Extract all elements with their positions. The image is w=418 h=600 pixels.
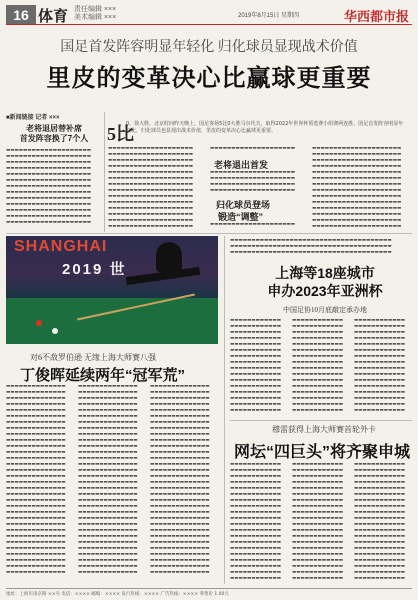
lead-headline: 里皮的变革决心比赢球更重要 (46, 65, 372, 92)
left-column-headline: 老将退居替补席 首发阵容换了7个人 (19, 124, 89, 143)
lead-dropcap: 5比 (107, 124, 134, 144)
asian-cup-headline: 上海等18座城市 申办2023年亚洲杯 (267, 265, 383, 299)
page-header (0, 0, 418, 34)
lead-body-col2a: ▬▬▬▬▬▬▬▬▬▬▬▬▬▬▬▬▬▬▬▬ (210, 146, 296, 151)
tennis-subheadline: 穆雷获得上海大师赛首轮外卡 (272, 425, 376, 434)
lead-paragraph: 0，徐大胜，北京时间昨天晚上，国足客场5比0大胜马尔代夫，取得2022年世界杯预选赛小组赛两连胜。国足首发阵容明显年轻化，归化球员也显现出战术价值，里皮的变革决心比赢球更重要。 (126, 121, 404, 134)
backdrop-logo: SHANGHAI (14, 238, 108, 255)
tennis-headline: 网坛“四巨头”将齐聚申城 (233, 444, 410, 461)
red-ball (36, 320, 42, 326)
asian-cup-body-col1: ▬▬▬▬▬▬▬▬▬▬▬▬ ▬▬▬▬▬▬▬▬▬▬▬▬ ▬▬▬▬▬▬▬▬▬▬▬▬ ▬▬▬▬▬▬▬▬▬▬▬▬ ▬▬▬▬▬▬▬▬▬▬▬▬ ▬▬▬▬▬▬▬▬▬▬▬▬ ▬▬▬▬▬▬▬▬▬▬▬▬ ▬▬▬▬▬▬▬▬▬▬▬▬ ▬▬▬▬▬▬▬▬▬▬▬▬ ▬▬▬▬▬▬▬▬▬▬▬▬ ▬▬▬▬▬▬▬▬▬▬▬▬ ▬▬▬▬▬▬▬▬▬▬▬▬ ▬▬▬▬▬▬▬▬▬▬▬▬ ▬▬▬▬▬▬▬▬▬▬▬▬ ▬▬▬▬▬▬▬▬▬▬▬▬ ▬▬▬▬▬▬▬▬▬▬▬▬ (230, 318, 282, 413)
snooker-subheadline: 对6不敌罗伯逊 无缘上海大师赛八强 (30, 353, 156, 362)
vertical-divider (224, 236, 225, 584)
right-top-body: ▬▬▬▬▬▬▬▬▬▬▬▬▬▬▬▬▬▬▬▬▬▬▬▬▬▬▬▬▬▬▬▬▬▬▬▬▬▬ ▬▬▬▬▬▬▬▬▬▬▬▬▬▬▬▬▬▬▬▬▬▬▬▬▬▬▬▬▬▬▬▬▬▬▬▬▬▬ ▬▬▬▬▬▬▬▬▬▬▬▬▬▬▬▬▬▬▬▬▬▬▬▬▬▬▬▬▬▬▬▬▬▬▬▬▬▬ (230, 238, 392, 255)
cue-ball (52, 328, 58, 334)
left-column-body: ▬▬▬▬▬▬▬▬▬▬▬▬▬▬▬▬▬▬▬▬ ▬▬▬▬▬▬▬▬▬▬▬▬▬▬▬▬▬▬▬▬ ▬▬▬▬▬▬▬▬▬▬▬▬▬▬▬▬▬▬▬▬ ▬▬▬▬▬▬▬▬▬▬▬▬▬▬▬▬▬▬▬▬ ▬▬▬▬▬▬▬▬▬▬▬▬▬▬▬▬▬▬▬▬ ▬▬▬▬▬▬▬▬▬▬▬▬▬▬▬▬▬▬▬▬ ▬▬▬▬▬▬▬▬▬▬▬▬▬▬▬▬▬▬▬▬ ▬▬▬▬▬▬▬▬▬▬▬▬▬▬▬▬▬▬▬▬ ▬▬▬▬▬▬▬▬▬▬▬▬▬▬▬▬▬▬▬▬ ▬▬▬▬▬▬▬▬▬▬▬▬▬▬▬▬▬▬▬▬ ▬▬▬▬▬▬▬▬▬▬▬▬▬▬▬▬▬▬▬▬ ▬▬▬▬▬▬▬▬▬▬▬▬▬▬▬▬▬▬▬▬ ▬▬▬▬▬▬▬▬▬▬▬▬▬▬▬▬▬▬▬▬ (6, 148, 92, 225)
tennis-body-col3: ▬▬▬▬▬▬▬▬▬▬▬▬ ▬▬▬▬▬▬▬▬▬▬▬▬ ▬▬▬▬▬▬▬▬▬▬▬▬ ▬▬▬▬▬▬▬▬▬▬▬▬ ▬▬▬▬▬▬▬▬▬▬▬▬ ▬▬▬▬▬▬▬▬▬▬▬▬ ▬▬▬▬▬▬▬▬▬▬▬▬ ▬▬▬▬▬▬▬▬▬▬▬▬ ▬▬▬▬▬▬▬▬▬▬▬▬ ▬▬▬▬▬▬▬▬▬▬▬▬ ▬▬▬▬▬▬▬▬▬▬▬▬ ▬▬▬▬▬▬▬▬▬▬▬▬ ▬▬▬▬▬▬▬▬▬▬▬▬ ▬▬▬▬▬▬▬▬▬▬▬▬ ▬▬▬▬▬▬▬▬▬▬▬▬ ▬▬▬▬▬▬▬▬▬▬▬▬ ▬▬▬▬▬▬▬▬▬▬▬▬ ▬▬▬▬▬▬▬▬▬▬▬▬ ▬▬▬▬▬▬▬▬▬▬▬▬ ▬▬▬▬▬▬▬▬▬▬▬▬ (354, 462, 406, 581)
tennis-body-col1: ▬▬▬▬▬▬▬▬▬▬▬▬ ▬▬▬▬▬▬▬▬▬▬▬▬ ▬▬▬▬▬▬▬▬▬▬▬▬ ▬▬▬▬▬▬▬▬▬▬▬▬ ▬▬▬▬▬▬▬▬▬▬▬▬ ▬▬▬▬▬▬▬▬▬▬▬▬ ▬▬▬▬▬▬▬▬▬▬▬▬ ▬▬▬▬▬▬▬▬▬▬▬▬ ▬▬▬▬▬▬▬▬▬▬▬▬ ▬▬▬▬▬▬▬▬▬▬▬▬ ▬▬▬▬▬▬▬▬▬▬▬▬ ▬▬▬▬▬▬▬▬▬▬▬▬ ▬▬▬▬▬▬▬▬▬▬▬▬ ▬▬▬▬▬▬▬▬▬▬▬▬ ▬▬▬▬▬▬▬▬▬▬▬▬ ▬▬▬▬▬▬▬▬▬▬▬▬ ▬▬▬▬▬▬▬▬▬▬▬▬ ▬▬▬▬▬▬▬▬▬▬▬▬ ▬▬▬▬▬▬▬▬▬▬▬▬ ▬▬▬▬▬▬▬▬▬▬▬▬ (230, 462, 282, 581)
asian-cup-body-col2: ▬▬▬▬▬▬▬▬▬▬▬▬ ▬▬▬▬▬▬▬▬▬▬▬▬ ▬▬▬▬▬▬▬▬▬▬▬▬ ▬▬▬▬▬▬▬▬▬▬▬▬ ▬▬▬▬▬▬▬▬▬▬▬▬ ▬▬▬▬▬▬▬▬▬▬▬▬ ▬▬▬▬▬▬▬▬▬▬▬▬ ▬▬▬▬▬▬▬▬▬▬▬▬ ▬▬▬▬▬▬▬▬▬▬▬▬ ▬▬▬▬▬▬▬▬▬▬▬▬ ▬▬▬▬▬▬▬▬▬▬▬▬ ▬▬▬▬▬▬▬▬▬▬▬▬ ▬▬▬▬▬▬▬▬▬▬▬▬ ▬▬▬▬▬▬▬▬▬▬▬▬ ▬▬▬▬▬▬▬▬▬▬▬▬ ▬▬▬▬▬▬▬▬▬▬▬▬ (292, 318, 344, 413)
snooker-body-col1: ▬▬▬▬▬▬▬▬▬▬▬▬▬▬ ▬▬▬▬▬▬▬▬▬▬▬▬▬▬ ▬▬▬▬▬▬▬▬▬▬▬▬▬▬ ▬▬▬▬▬▬▬▬▬▬▬▬▬▬ ▬▬▬▬▬▬▬▬▬▬▬▬▬▬ ▬▬▬▬▬▬▬▬▬▬▬▬▬▬ ▬▬▬▬▬▬▬▬▬▬▬▬▬▬ ▬▬▬▬▬▬▬▬▬▬▬▬▬▬ ▬▬▬▬▬▬▬▬▬▬▬▬▬▬ ▬▬▬▬▬▬▬▬▬▬▬▬▬▬ ▬▬▬▬▬▬▬▬▬▬▬▬▬▬ ▬▬▬▬▬▬▬▬▬▬▬▬▬▬ ▬▬▬▬▬▬▬▬▬▬▬▬▬▬ ▬▬▬▬▬▬▬▬▬▬▬▬▬▬ ▬▬▬▬▬▬▬▬▬▬▬▬▬▬ ▬▬▬▬▬▬▬▬▬▬▬▬▬▬ ▬▬▬▬▬▬▬▬▬▬▬▬▬▬ ▬▬▬▬▬▬▬▬▬▬▬▬▬▬ ▬▬▬▬▬▬▬▬▬▬▬▬▬▬ ▬▬▬▬▬▬▬▬▬▬▬▬▬▬ ▬▬▬▬▬▬▬▬▬▬▬▬▬▬ ▬▬▬▬▬▬▬▬▬▬▬▬▬▬ ▬▬▬▬▬▬▬▬▬▬▬▬▬▬ ▬▬▬▬▬▬▬▬▬▬▬▬▬▬ ▬▬▬▬▬▬▬▬▬▬▬▬▬▬ ▬▬▬▬▬▬▬▬▬▬▬▬▬▬ ▬▬▬▬▬▬▬▬▬▬▬▬▬▬ ▬▬▬▬▬▬▬▬▬▬▬▬▬▬ ▬▬▬▬▬▬▬▬▬▬▬▬▬▬ ▬▬▬▬▬▬▬▬▬▬▬▬▬▬ ▬▬▬▬▬▬▬▬▬▬▬▬▬▬ ▬▬▬▬▬▬▬▬▬▬▬▬▬▬ (6, 384, 66, 575)
editor-credits: 责任编辑 ××× 美术编辑 ××× (74, 6, 117, 21)
right-section-divider (230, 420, 412, 421)
page-footer: 地址：上海市南京路 ××号 电话：×××× 邮编：×××× 发行热线：×××× 广告热线：×××× 零售价 1.00元 (6, 588, 412, 597)
lead-subheadline: 国足首发阵容明显年轻化 归化球员显现战术价值 (60, 40, 358, 55)
lead-body-col3: ▬▬▬▬▬▬▬▬▬▬▬▬▬▬▬▬▬▬▬▬▬ ▬▬▬▬▬▬▬▬▬▬▬▬▬▬▬▬▬▬▬▬▬ ▬▬▬▬▬▬▬▬▬▬▬▬▬▬▬▬▬▬▬▬▬ ▬▬▬▬▬▬▬▬▬▬▬▬▬▬▬▬▬▬▬▬▬ ▬▬▬▬▬▬▬▬▬▬▬▬▬▬▬▬▬▬▬▬▬ ▬▬▬▬▬▬▬▬▬▬▬▬▬▬▬▬▬▬▬▬▬ ▬▬▬▬▬▬▬▬▬▬▬▬▬▬▬▬▬▬▬▬▬ ▬▬▬▬▬▬▬▬▬▬▬▬▬▬▬▬▬▬▬▬▬ ▬▬▬▬▬▬▬▬▬▬▬▬▬▬▬▬▬▬▬▬▬ ▬▬▬▬▬▬▬▬▬▬▬▬▬▬▬▬▬▬▬▬▬ ▬▬▬▬▬▬▬▬▬▬▬▬▬▬▬▬▬▬▬▬▬ ▬▬▬▬▬▬▬▬▬▬▬▬▬▬▬▬▬▬▬▬▬ ▬▬▬▬▬▬▬▬▬▬▬▬▬▬▬▬▬▬▬▬▬ ▬▬▬▬▬▬▬▬▬▬▬▬▬▬▬▬▬▬▬▬▬ (312, 146, 402, 229)
header-rule (6, 24, 412, 25)
lead-body-col2c: ▬▬▬▬▬▬▬▬▬▬▬▬▬▬▬▬▬▬▬▬ (210, 222, 296, 227)
lead-crosshead-2: 归化球员登场 (216, 200, 271, 210)
section-title: 体育 (38, 9, 69, 25)
snooker-body-col2: ▬▬▬▬▬▬▬▬▬▬▬▬▬▬ ▬▬▬▬▬▬▬▬▬▬▬▬▬▬ ▬▬▬▬▬▬▬▬▬▬▬▬▬▬ ▬▬▬▬▬▬▬▬▬▬▬▬▬▬ ▬▬▬▬▬▬▬▬▬▬▬▬▬▬ ▬▬▬▬▬▬▬▬▬▬▬▬▬▬ ▬▬▬▬▬▬▬▬▬▬▬▬▬▬ ▬▬▬▬▬▬▬▬▬▬▬▬▬▬ ▬▬▬▬▬▬▬▬▬▬▬▬▬▬ ▬▬▬▬▬▬▬▬▬▬▬▬▬▬ ▬▬▬▬▬▬▬▬▬▬▬▬▬▬ ▬▬▬▬▬▬▬▬▬▬▬▬▬▬ ▬▬▬▬▬▬▬▬▬▬▬▬▬▬ ▬▬▬▬▬▬▬▬▬▬▬▬▬▬ ▬▬▬▬▬▬▬▬▬▬▬▬▬▬ ▬▬▬▬▬▬▬▬▬▬▬▬▬▬ ▬▬▬▬▬▬▬▬▬▬▬▬▬▬ ▬▬▬▬▬▬▬▬▬▬▬▬▬▬ ▬▬▬▬▬▬▬▬▬▬▬▬▬▬ ▬▬▬▬▬▬▬▬▬▬▬▬▬▬ ▬▬▬▬▬▬▬▬▬▬▬▬▬▬ ▬▬▬▬▬▬▬▬▬▬▬▬▬▬ ▬▬▬▬▬▬▬▬▬▬▬▬▬▬ ▬▬▬▬▬▬▬▬▬▬▬▬▬▬ ▬▬▬▬▬▬▬▬▬▬▬▬▬▬ ▬▬▬▬▬▬▬▬▬▬▬▬▬▬ ▬▬▬▬▬▬▬▬▬▬▬▬▬▬ ▬▬▬▬▬▬▬▬▬▬▬▬▬▬ ▬▬▬▬▬▬▬▬▬▬▬▬▬▬ ▬▬▬▬▬▬▬▬▬▬▬▬▬▬ ▬▬▬▬▬▬▬▬▬▬▬▬▬▬ ▬▬▬▬▬▬▬▬▬▬▬▬▬▬ (78, 384, 138, 575)
backdrop-year: 2019 世 (62, 261, 127, 278)
page-number: 16 (6, 5, 36, 25)
snooker-body-col3: ▬▬▬▬▬▬▬▬▬▬▬▬▬▬ ▬▬▬▬▬▬▬▬▬▬▬▬▬▬ ▬▬▬▬▬▬▬▬▬▬▬▬▬▬ ▬▬▬▬▬▬▬▬▬▬▬▬▬▬ ▬▬▬▬▬▬▬▬▬▬▬▬▬▬ ▬▬▬▬▬▬▬▬▬▬▬▬▬▬ ▬▬▬▬▬▬▬▬▬▬▬▬▬▬ ▬▬▬▬▬▬▬▬▬▬▬▬▬▬ ▬▬▬▬▬▬▬▬▬▬▬▬▬▬ ▬▬▬▬▬▬▬▬▬▬▬▬▬▬ ▬▬▬▬▬▬▬▬▬▬▬▬▬▬ ▬▬▬▬▬▬▬▬▬▬▬▬▬▬ ▬▬▬▬▬▬▬▬▬▬▬▬▬▬ ▬▬▬▬▬▬▬▬▬▬▬▬▬▬ ▬▬▬▬▬▬▬▬▬▬▬▬▬▬ ▬▬▬▬▬▬▬▬▬▬▬▬▬▬ ▬▬▬▬▬▬▬▬▬▬▬▬▬▬ ▬▬▬▬▬▬▬▬▬▬▬▬▬▬ ▬▬▬▬▬▬▬▬▬▬▬▬▬▬ ▬▬▬▬▬▬▬▬▬▬▬▬▬▬ ▬▬▬▬▬▬▬▬▬▬▬▬▬▬ ▬▬▬▬▬▬▬▬▬▬▬▬▬▬ ▬▬▬▬▬▬▬▬▬▬▬▬▬▬ ▬▬▬▬▬▬▬▬▬▬▬▬▬▬ ▬▬▬▬▬▬▬▬▬▬▬▬▬▬ ▬▬▬▬▬▬▬▬▬▬▬▬▬▬ ▬▬▬▬▬▬▬▬▬▬▬▬▬▬ ▬▬▬▬▬▬▬▬▬▬▬▬▬▬ ▬▬▬▬▬▬▬▬▬▬▬▬▬▬ ▬▬▬▬▬▬▬▬▬▬▬▬▬▬ ▬▬▬▬▬▬▬▬▬▬▬▬▬▬ ▬▬▬▬▬▬▬▬▬▬▬▬▬▬ (150, 384, 210, 575)
lead-body-col2b: ▬▬▬▬▬▬▬▬▬▬▬▬▬▬▬▬▬▬▬▬ ▬▬▬▬▬▬▬▬▬▬▬▬▬▬▬▬▬▬▬▬ ▬▬▬▬▬▬▬▬▬▬▬▬▬▬▬▬▬▬▬▬ ▬▬▬▬▬▬▬▬▬▬▬▬▬▬▬▬▬▬▬▬ (210, 170, 296, 193)
asian-cup-body-col3: ▬▬▬▬▬▬▬▬▬▬▬▬ ▬▬▬▬▬▬▬▬▬▬▬▬ ▬▬▬▬▬▬▬▬▬▬▬▬ ▬▬▬▬▬▬▬▬▬▬▬▬ ▬▬▬▬▬▬▬▬▬▬▬▬ ▬▬▬▬▬▬▬▬▬▬▬▬ ▬▬▬▬▬▬▬▬▬▬▬▬ ▬▬▬▬▬▬▬▬▬▬▬▬ ▬▬▬▬▬▬▬▬▬▬▬▬ ▬▬▬▬▬▬▬▬▬▬▬▬ ▬▬▬▬▬▬▬▬▬▬▬▬ ▬▬▬▬▬▬▬▬▬▬▬▬ ▬▬▬▬▬▬▬▬▬▬▬▬ ▬▬▬▬▬▬▬▬▬▬▬▬ ▬▬▬▬▬▬▬▬▬▬▬▬ ▬▬▬▬▬▬▬▬▬▬▬▬ (354, 318, 406, 413)
column-divider (104, 112, 105, 232)
lead-crosshead-3: 锻造“调整” (218, 212, 264, 222)
player-silhouette (156, 242, 182, 272)
lead-body-col1: ▬▬▬▬▬▬▬▬▬▬▬▬▬▬▬▬▬▬▬▬ ▬▬▬▬▬▬▬▬▬▬▬▬▬▬▬▬▬▬▬▬ ▬▬▬▬▬▬▬▬▬▬▬▬▬▬▬▬▬▬▬▬ ▬▬▬▬▬▬▬▬▬▬▬▬▬▬▬▬▬▬▬▬ ▬▬▬▬▬▬▬▬▬▬▬▬▬▬▬▬▬▬▬▬ ▬▬▬▬▬▬▬▬▬▬▬▬▬▬▬▬▬▬▬▬ ▬▬▬▬▬▬▬▬▬▬▬▬▬▬▬▬▬▬▬▬ ▬▬▬▬▬▬▬▬▬▬▬▬▬▬▬▬▬▬▬▬ ▬▬▬▬▬▬▬▬▬▬▬▬▬▬▬▬▬▬▬▬ ▬▬▬▬▬▬▬▬▬▬▬▬▬▬▬▬▬▬▬▬ ▬▬▬▬▬▬▬▬▬▬▬▬▬▬▬▬▬▬▬▬ ▬▬▬▬▬▬▬▬▬▬▬▬▬▬▬▬▬▬▬▬ ▬▬▬▬▬▬▬▬▬▬▬▬▬▬▬▬▬▬▬▬ ▬▬▬▬▬▬▬▬▬▬▬▬▬▬▬▬▬▬▬▬ (108, 146, 194, 229)
snooker-headline: 丁俊晖延续两年“冠军荒” (20, 367, 186, 384)
issue-date: 2019年8月15日 星期四 (238, 13, 300, 19)
asian-cup-subheadline: 中国足协10月底敲定承办地 (283, 306, 367, 314)
snooker-photo (6, 236, 218, 344)
lead-crosshead-1: 老将退出首发 (214, 160, 269, 170)
section-divider (6, 233, 412, 234)
tennis-body-col2: ▬▬▬▬▬▬▬▬▬▬▬▬ ▬▬▬▬▬▬▬▬▬▬▬▬ ▬▬▬▬▬▬▬▬▬▬▬▬ ▬▬▬▬▬▬▬▬▬▬▬▬ ▬▬▬▬▬▬▬▬▬▬▬▬ ▬▬▬▬▬▬▬▬▬▬▬▬ ▬▬▬▬▬▬▬▬▬▬▬▬ ▬▬▬▬▬▬▬▬▬▬▬▬ ▬▬▬▬▬▬▬▬▬▬▬▬ ▬▬▬▬▬▬▬▬▬▬▬▬ ▬▬▬▬▬▬▬▬▬▬▬▬ ▬▬▬▬▬▬▬▬▬▬▬▬ ▬▬▬▬▬▬▬▬▬▬▬▬ ▬▬▬▬▬▬▬▬▬▬▬▬ ▬▬▬▬▬▬▬▬▬▬▬▬ ▬▬▬▬▬▬▬▬▬▬▬▬ ▬▬▬▬▬▬▬▬▬▬▬▬ ▬▬▬▬▬▬▬▬▬▬▬▬ ▬▬▬▬▬▬▬▬▬▬▬▬ ▬▬▬▬▬▬▬▬▬▬▬▬ (292, 462, 344, 581)
news-link-label: ■新闻链接 记者 ××× (6, 115, 60, 121)
masthead-logo: 华西都市报 (344, 9, 410, 24)
